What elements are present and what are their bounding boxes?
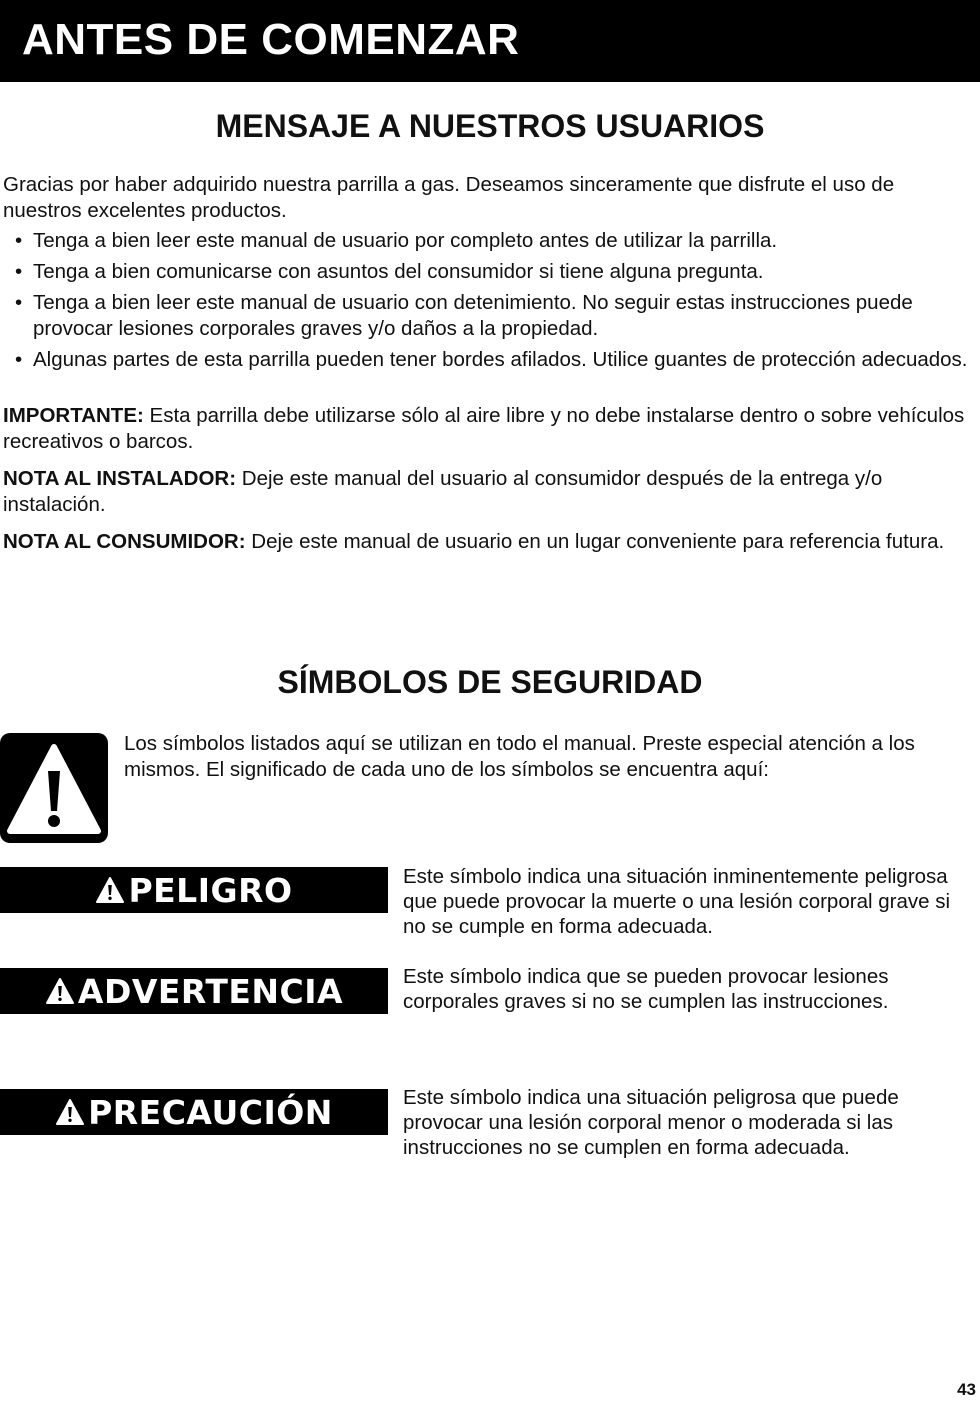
intro-paragraph: Gracias por haber adquirido nuestra parrilla a gas. Deseamos sinceramente que disfrute el uso de nuestros excelentes productos. — [3, 173, 895, 222]
bullet-dot: • — [15, 260, 23, 283]
list-item: • Tenga a bien leer este manual de usuario con detenimiento. No seguir estas instrucciones puede provocar lesiones corporales graves y/o daños a la propiedad. — [15, 291, 913, 340]
note-label: NOTA AL INSTALADOR: — [3, 467, 237, 490]
safety-heading: SÍMBOLOS DE SEGURIDAD — [277, 664, 703, 700]
signal-precaucion — [0, 1089, 388, 1135]
note-label: IMPORTANTE: — [3, 404, 144, 427]
note-text: Esta parrilla debe utilizarse sólo al aire libre y no debe instalarse dentro o sobre vehículos recreativos o barcos. — [3, 404, 965, 453]
signal-description: Este símbolo indica que se pueden provocar lesiones corporales graves si no se cumplen las instrucciones. — [403, 965, 889, 1013]
bullet-dot: • — [15, 291, 23, 314]
signal-word: PELIGRO — [128, 870, 293, 910]
bullet-dot: • — [15, 229, 23, 252]
note-label: NOTA AL CONSUMIDOR: — [3, 530, 246, 553]
symbols-intro: Los símbolos listados aquí se utilizan en todo el manual. Preste especial atención a los mismos. El significado de cada uno de los símbolos se encuentra aquí: — [124, 732, 915, 781]
message-heading: MENSAJE A NUESTROS USUARIOS — [215, 108, 765, 144]
signal-advertencia — [0, 968, 388, 1014]
signal-peligro — [0, 867, 388, 913]
signal-word: PRECAUCIÓN — [88, 1092, 333, 1132]
note-text: Deje este manual de usuario en un lugar conveniente para referencia futura. — [251, 530, 945, 553]
page-title: ANTES DE COMENZAR — [22, 15, 520, 64]
signal-description: Este símbolo indica una situación peligrosa que puede provocar una lesión corporal menor o moderada si las instrucciones no se cumplen en forma adecuada. — [403, 1086, 899, 1159]
list-item: • Algunas partes de esta parrilla pueden tener bordes afilados. Utilice guantes de protección adecuados. — [15, 348, 968, 371]
header-bar — [0, 0, 980, 82]
list-item: • Tenga a bien comunicarse con asuntos del consumidor si tiene alguna pregunta. — [15, 260, 764, 283]
signal-word: ADVERTENCIA — [77, 971, 344, 1011]
note-text: Deje este manual del usuario al consumidor después de la entrega y/o instalación. — [3, 467, 883, 516]
page-number: 43 — [957, 1380, 976, 1399]
note-instalador — [3, 466, 978, 518]
signal-description: Este símbolo indica una situación inminentemente peligrosa que puede provocar la muerte o una lesión corporal grave si no se cumple en forma adecuada. — [403, 865, 950, 938]
exclamation-triangle-icon — [0, 733, 108, 843]
bullet-list — [0, 228, 978, 378]
alert-triangle-icon — [55, 1098, 85, 1126]
list-item: • Tenga a bien leer este manual de usuario por completo antes de utilizar la parrilla. — [15, 229, 778, 252]
note-importante — [3, 403, 978, 455]
alert-triangle-icon — [95, 876, 125, 904]
alert-triangle-icon — [45, 977, 75, 1005]
bullet-dot: • — [15, 348, 23, 371]
note-consumidor — [3, 529, 978, 555]
